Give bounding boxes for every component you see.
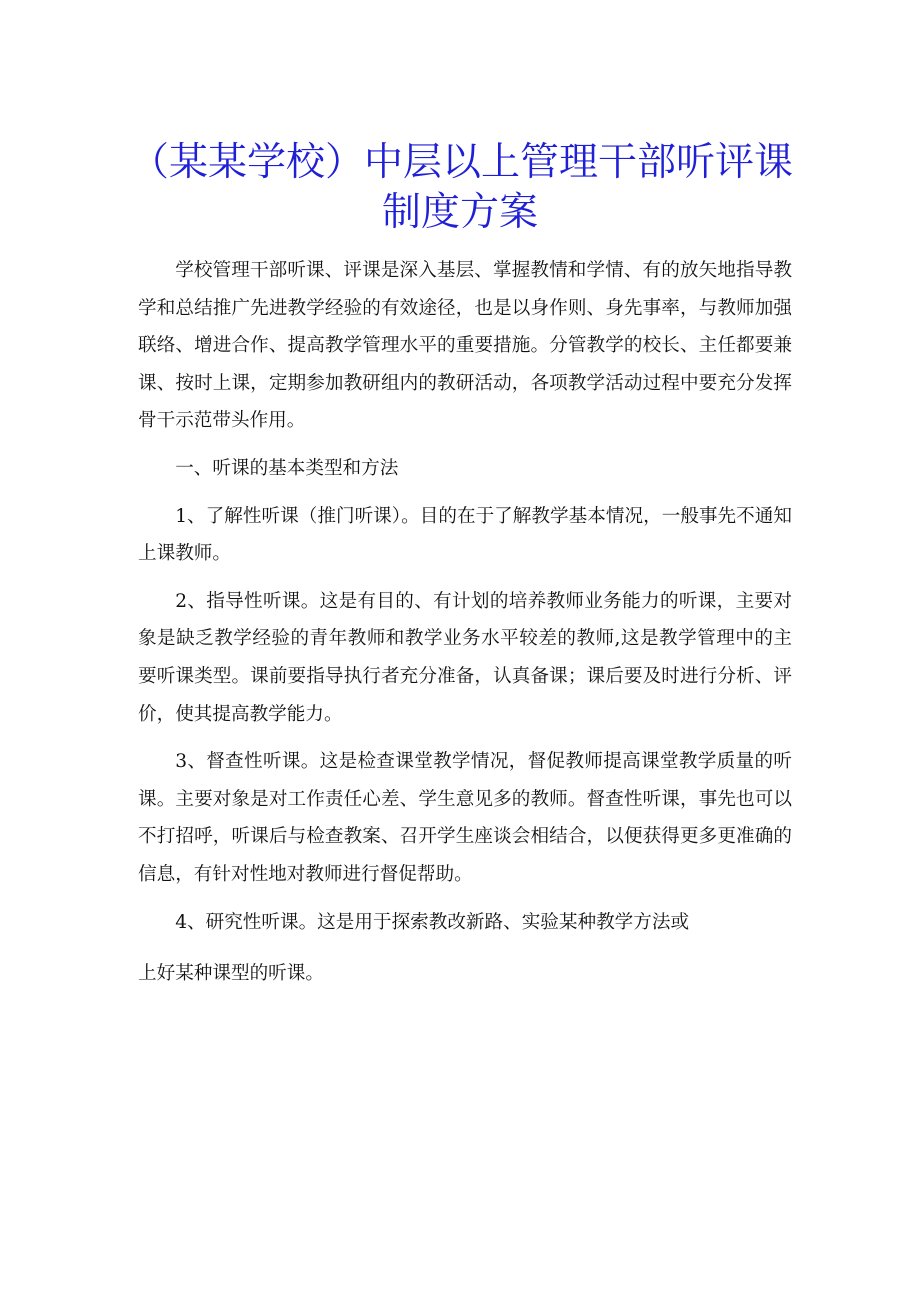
section-heading: 一、听课的基本类型和方法 <box>175 457 399 479</box>
item-paragraph-4: 4、研究性听课。这是用于探索教改新路、实验某种教学方法或 <box>175 911 690 933</box>
item-paragraph-1: 1、了解性听课（推门听课）。目的在于了解教学基本情况，一般事先不通知上课教师。 <box>138 505 792 565</box>
document-title <box>130 138 794 238</box>
document-body <box>138 252 792 993</box>
item-paragraph-4-continued: 上好某种课型的听课。 <box>138 963 324 985</box>
intro-paragraph: 学校管理干部听课、评课是深入基层、掌握教情和学情、有的放矢地指导教学和总结推广先进教学经验的有效途径，也是以身作则、身先事率，与教师加强联络、增进合作、提高教学管理水平的重要措施。分管教学的校长、主任都要兼课、按时上课，定期参加教研组内的教研活动，各项教学活动过程中要充分发挥骨干示范带头作用。 <box>138 260 792 432</box>
item-paragraph-2: 2、指导性听课。这是有目的、有计划的培养教师业务能力的听课，主要对象是缺乏教学经验的青年教师和教学业务水平较差的教师,这是教学管理中的主要听课类型。课前要指导执行者充分准备，认真备课；课后要及时进行分析、评价，使其提高教学能力。 <box>138 590 792 725</box>
title-line-1: （某某学校）中层以上管理干部听评课 <box>130 140 794 185</box>
item-paragraph-3: 3、督查性听课。这是检查课堂教学情况，督促教师提高课堂教学质量的听课。主要对象是对工作责任心差、学生意见多的教师。督查性听课，事先也可以不打招呼，听课后与检查教案、召开学生座谈会相结合，以便获得更多更准确的信息，有针对性地对教师进行督促帮助。 <box>138 751 792 885</box>
title-line-2: 制度方案 <box>381 190 538 235</box>
